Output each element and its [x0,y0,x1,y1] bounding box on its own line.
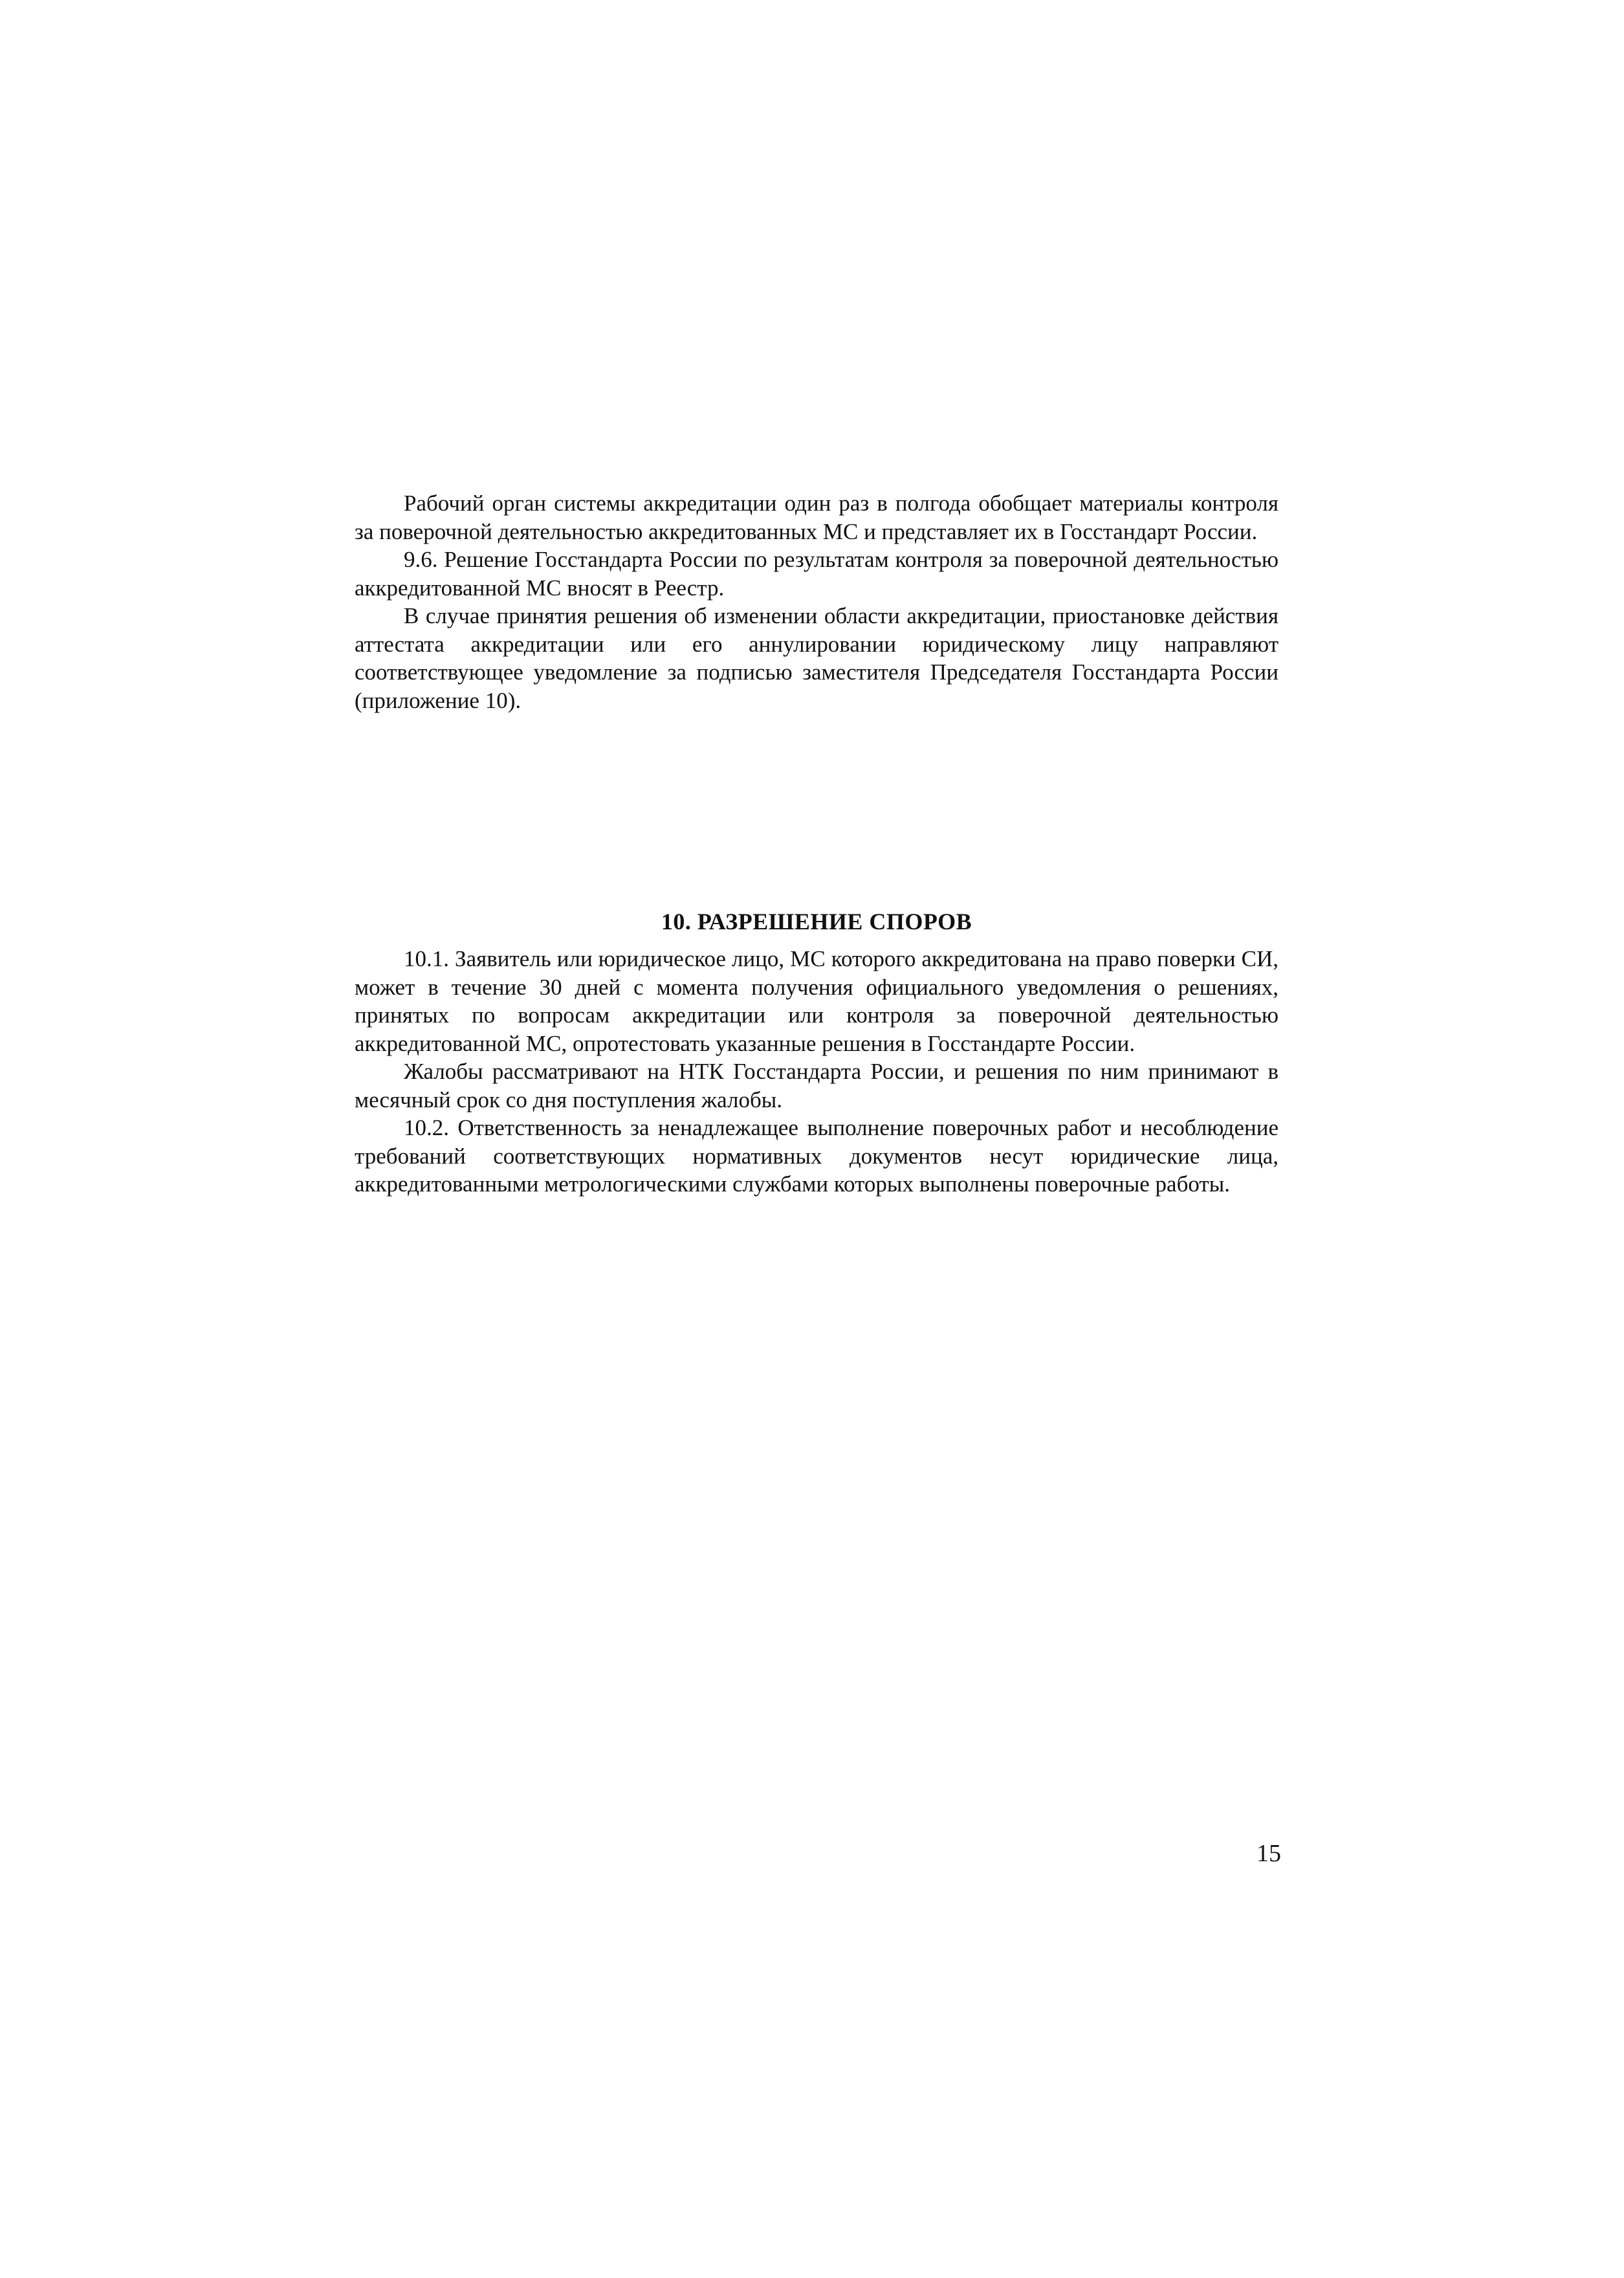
paragraph-10-2: 10.2. Ответственность за ненадлежащее выполнение поверочных работ и несоблюдение требований соответствующих нормативных документов несут юридические лица, аккредитованными метрологическими службами которых выполнены поверочные работы. [355,1115,1278,1197]
paragraph: В случае принятия решения об изменении области аккредитации, приостановке действия аттестата аккредитации или его аннулировании юридическому лицу направляют соответствующее уведомление за подписью заместителя Председателя Госстандарта России (приложение 10). [355,603,1278,713]
section-10 [355,907,1278,1199]
paragraph: Жалобы рассматривают на НТК Госстандарта России, и решения по ним принимают в месячный срок со дня поступления жалобы. [355,1059,1278,1112]
text-block-continuation [355,489,1278,714]
paragraph-9-6: 9.6. Решение Госстандарта России по результатам контроля за поверочной деятельностью аккредитованной МС вносят в Реестр. [355,547,1278,601]
section-title: 10. РАЗРЕШЕНИЕ СПОРОВ [661,909,972,934]
paragraph: Рабочий орган системы аккредитации один раз в полгода обобщает материалы контроля за поверочной деятельностью аккредитованных МС и представляет их в Госстандарт России. [355,491,1278,544]
page-number: 15 [1256,1840,1281,1867]
paragraph-10-1: 10.1. Заявитель или юридическое лицо, МС которого аккредитована на право поверки СИ, может в течение 30 дней с момента получения официального уведомления о решениях, принятых по вопросам аккредитации или контроля за поверочной деятельностью аккредитованной МС, опротестовать указанные решения в Госстандарте России. [355,946,1278,1056]
